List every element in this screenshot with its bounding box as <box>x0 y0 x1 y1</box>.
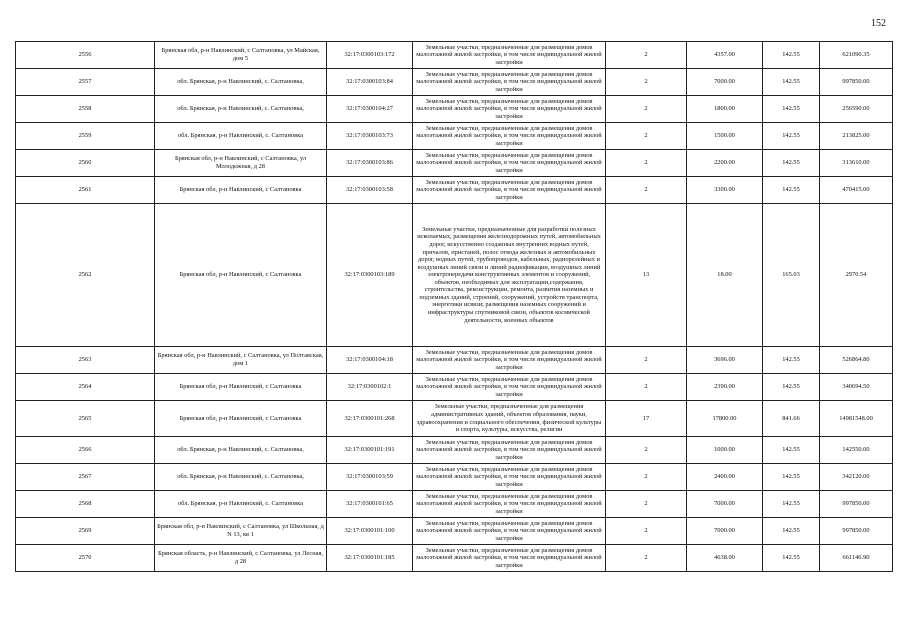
area-cell: 3696.00 <box>687 347 763 374</box>
area-cell: 2390.00 <box>687 374 763 401</box>
cadastral-value-cell: 526864.80 <box>820 347 893 374</box>
row-number: 2565 <box>16 401 155 437</box>
cadastral-number-cell: 32:17:0300103:84 <box>327 69 413 96</box>
table-row <box>16 518 893 545</box>
cadastral-value-cell: 342120.00 <box>820 464 893 491</box>
row-number: 2569 <box>16 518 155 545</box>
land-use-description-cell: Земельные участки, предназначенные для размещения домов малоэтажной жилой застройки, в том числе индивидуальной жилой застройки <box>413 123 606 150</box>
land-use-description-cell: Земельные участки, предназначенные для размещения домов малоэтажной жилой застройки, в том числе индивидуальной жилой застройки <box>413 491 606 518</box>
table-body <box>16 42 893 572</box>
land-use-description-cell: Земельные участки, предназначенные для размещения домов малоэтажной жилой застройки, в том числе индивидуальной жилой застройки <box>413 96 606 123</box>
address-cell: Брянская обл, р-н Навлинский, с Салтановка, ул Майская, дом 5 <box>155 42 327 69</box>
cadastral-value-table <box>15 41 893 572</box>
specific-value-cell: 142.55 <box>763 69 820 96</box>
address-cell: Брянская обл, р-н Навлинский, с Салтановка <box>155 177 327 204</box>
land-use-description-cell: Земельные участки, предназначенные для размещения домов малоэтажной жилой застройки, в том числе индивидуальной жилой застройки <box>413 347 606 374</box>
cadastral-value-cell: 256590.00 <box>820 96 893 123</box>
cadastral-number-cell: 32:17:0300101:65 <box>327 491 413 518</box>
cadastral-number-cell: 32:17:0300101:185 <box>327 545 413 572</box>
cadastral-number-cell: 32:17:0300103:172 <box>327 42 413 69</box>
area-cell: 4638.00 <box>687 545 763 572</box>
row-number: 2560 <box>16 150 155 177</box>
cadastral-number-cell: 32:17:0300101:191 <box>327 437 413 464</box>
row-number: 2557 <box>16 69 155 96</box>
cadastral-value-cell: 14981548.00 <box>820 401 893 437</box>
row-number: 2562 <box>16 204 155 347</box>
land-use-description-cell: Земельные участки, предназначенные для размещения домов малоэтажной жилой застройки, в том числе индивидуальной жилой застройки <box>413 437 606 464</box>
row-number: 2561 <box>16 177 155 204</box>
cadastral-number-cell: 32:17:0300103:59 <box>327 464 413 491</box>
area-cell: 3300.00 <box>687 177 763 204</box>
area-cell: 1000.00 <box>687 437 763 464</box>
specific-value-cell: 142.55 <box>763 123 820 150</box>
land-use-group-cell: 2 <box>606 96 687 123</box>
address-cell: обл. Брянская, р-н Навлинский, с. Салтановка <box>155 123 327 150</box>
row-number: 2558 <box>16 96 155 123</box>
land-use-group-cell: 2 <box>606 437 687 464</box>
specific-value-cell: 142.55 <box>763 177 820 204</box>
land-use-description-cell: Земельные участки, предназначенные для размещения административных зданий, объектов образования, науки, здравоохранения и социального обеспечения, физической культуры и спорта, культуры, искусства, религии <box>413 401 606 437</box>
land-use-description-cell: Земельные участки, предназначенные для размещения домов малоэтажной жилой застройки, в том числе индивидуальной жилой застройки <box>413 464 606 491</box>
land-use-group-cell: 2 <box>606 518 687 545</box>
cadastral-number-cell: 32:17:0300103:73 <box>327 123 413 150</box>
table-row <box>16 69 893 96</box>
land-use-description-cell: Земельные участки, предназначенные для разработки полезных ископаемых, размещения железнодорожных путей, автомобильных дорог, искусственно созданных внутренних водных путей, причалов, пристаней, полос отвода железных и автомобильных дорог, водных путей, трубопроводов, кабельных, радиорелейных и воздушных линий связи и линий радиофикации, воздушных линий электропередачи конструктивных элементов и сооружений, объектов, необходимых для эксплуатации,содержания, строительства, реконструкции, ремонта, развития наземных и подземных зданий, строений, сооружений, устройств транспорта, энергетики исвязи; размещения наземных сооружений и инфраструктуры спутниковой связи, объектов космической деятельности, военных объектов <box>413 204 606 347</box>
table-row <box>16 545 893 572</box>
specific-value-cell: 142.55 <box>763 545 820 572</box>
area-cell: 2200.00 <box>687 150 763 177</box>
specific-value-cell: 142.55 <box>763 347 820 374</box>
table-row <box>16 123 893 150</box>
area-cell: 2400.00 <box>687 464 763 491</box>
area-cell: 4357.00 <box>687 42 763 69</box>
table-row <box>16 374 893 401</box>
land-use-group-cell: 2 <box>606 123 687 150</box>
cadastral-value-cell: 470415.00 <box>820 177 893 204</box>
specific-value-cell: 841.66 <box>763 401 820 437</box>
address-cell: обл. Брянская, р-н Навлинский, с. Салтановка, <box>155 69 327 96</box>
area-cell: 18.00 <box>687 204 763 347</box>
area-cell: 17800.00 <box>687 401 763 437</box>
cadastral-value-cell: 2970.54 <box>820 204 893 347</box>
cadastral-value-cell: 313610.00 <box>820 150 893 177</box>
address-cell: Брянская обл, р-н Навлинский, с Салтановка <box>155 401 327 437</box>
row-number: 2559 <box>16 123 155 150</box>
cadastral-number-cell: 32:17:0300103:86 <box>327 150 413 177</box>
cadastral-value-cell: 997850.00 <box>820 69 893 96</box>
land-use-description-cell: Земельные участки, предназначенные для размещения домов малоэтажной жилой застройки, в том числе индивидуальной жилой застройки <box>413 150 606 177</box>
land-use-group-cell: 2 <box>606 545 687 572</box>
land-use-description-cell: Земельные участки, предназначенные для размещения домов малоэтажной жилой застройки, в том числе индивидуальной жилой застройки <box>413 42 606 69</box>
row-number: 2570 <box>16 545 155 572</box>
table-row <box>16 347 893 374</box>
land-use-group-cell: 2 <box>606 177 687 204</box>
area-cell: 7000.00 <box>687 69 763 96</box>
table-row <box>16 96 893 123</box>
table-row <box>16 401 893 437</box>
land-use-description-cell: Земельные участки, предназначенные для размещения домов малоэтажной жилой застройки, в том числе индивидуальной жилой застройки <box>413 545 606 572</box>
page-number: 152 <box>871 18 886 29</box>
area-cell: 7000.00 <box>687 491 763 518</box>
cadastral-number-cell: 32:17:0300101:100 <box>327 518 413 545</box>
cadastral-number-cell: 32:17:0300104:18 <box>327 347 413 374</box>
address-cell: Брянская обл, р-н Навлинский, с Салтановка, ул Школьная, д N 13, кв 1 <box>155 518 327 545</box>
cadastral-value-cell: 997850.00 <box>820 491 893 518</box>
address-cell: Брянская обл, р-н Навлинский, с Салтановка <box>155 204 327 347</box>
address-cell: обл. Брянская, р-н Навлинский, с. Салтановка, <box>155 437 327 464</box>
land-use-group-cell: 17 <box>606 401 687 437</box>
specific-value-cell: 142.55 <box>763 464 820 491</box>
row-number: 2566 <box>16 437 155 464</box>
address-cell: Брянская обл, р-н Навлинский, с Салтановка <box>155 374 327 401</box>
row-number: 2556 <box>16 42 155 69</box>
specific-value-cell: 142.55 <box>763 491 820 518</box>
specific-value-cell: 165.03 <box>763 204 820 347</box>
land-use-group-cell: 2 <box>606 150 687 177</box>
cadastral-number-cell: 32:17:0300103:58 <box>327 177 413 204</box>
cadastral-value-cell: 621090.35 <box>820 42 893 69</box>
cadastral-value-cell: 340694.50 <box>820 374 893 401</box>
specific-value-cell: 142.55 <box>763 437 820 464</box>
land-use-description-cell: Земельные участки, предназначенные для размещения домов малоэтажной жилой застройки, в том числе индивидуальной жилой застройки <box>413 518 606 545</box>
table-row <box>16 464 893 491</box>
address-cell: обл. Брянская, р-н Навлинский, с. Салтановка, <box>155 464 327 491</box>
table-row <box>16 177 893 204</box>
address-cell: обл. Брянская, р-н Навлинский, с. Салтановка, <box>155 96 327 123</box>
address-cell: Брянская область, р-н Навлинский, с Салтановка, ул Лесная, д 28 <box>155 545 327 572</box>
row-number: 2568 <box>16 491 155 518</box>
cadastral-value-cell: 142550.00 <box>820 437 893 464</box>
table-row <box>16 437 893 464</box>
land-use-group-cell: 13 <box>606 204 687 347</box>
table-row <box>16 150 893 177</box>
cadastral-number-cell: 32:17:0300103:189 <box>327 204 413 347</box>
address-cell: Брянская обл, р-н Навлинский, с Салтановка, ул Молодежная, д 28 <box>155 150 327 177</box>
cadastral-number-cell: 32:17:0300104:27 <box>327 96 413 123</box>
row-number: 2564 <box>16 374 155 401</box>
area-cell: 1500.00 <box>687 123 763 150</box>
specific-value-cell: 142.55 <box>763 96 820 123</box>
cadastral-number-cell: 32:17:0300102:1 <box>327 374 413 401</box>
specific-value-cell: 142.55 <box>763 42 820 69</box>
land-use-description-cell: Земельные участки, предназначенные для размещения домов малоэтажной жилой застройки, в том числе индивидуальной жилой застройки <box>413 69 606 96</box>
land-use-group-cell: 2 <box>606 464 687 491</box>
land-use-description-cell: Земельные участки, предназначенные для размещения домов малоэтажной жилой застройки, в том числе индивидуальной жилой застройки <box>413 374 606 401</box>
specific-value-cell: 142.55 <box>763 518 820 545</box>
cadastral-value-cell: 997850.00 <box>820 518 893 545</box>
address-cell: обл. Брянская, р-н Навлинский, с. Салтановка <box>155 491 327 518</box>
land-use-group-cell: 2 <box>606 69 687 96</box>
table-row <box>16 42 893 69</box>
cadastral-value-cell: 213825.00 <box>820 123 893 150</box>
address-cell: Брянская обл, р-н Навлинский, с Салтановка, ул Полтавская, дом 1 <box>155 347 327 374</box>
row-number: 2563 <box>16 347 155 374</box>
land-use-group-cell: 2 <box>606 491 687 518</box>
land-use-description-cell: Земельные участки, предназначенные для размещения домов малоэтажной жилой застройки, в том числе индивидуальной жилой застройки <box>413 177 606 204</box>
table-row <box>16 491 893 518</box>
land-use-group-cell: 2 <box>606 374 687 401</box>
cadastral-number-cell: 32:17:0300101:268 <box>327 401 413 437</box>
row-number: 2567 <box>16 464 155 491</box>
specific-value-cell: 142.55 <box>763 150 820 177</box>
land-use-group-cell: 2 <box>606 347 687 374</box>
cadastral-value-cell: 661146.90 <box>820 545 893 572</box>
area-cell: 1800.00 <box>687 96 763 123</box>
area-cell: 7000.00 <box>687 518 763 545</box>
land-use-group-cell: 2 <box>606 42 687 69</box>
specific-value-cell: 142.55 <box>763 374 820 401</box>
table-row <box>16 204 893 347</box>
